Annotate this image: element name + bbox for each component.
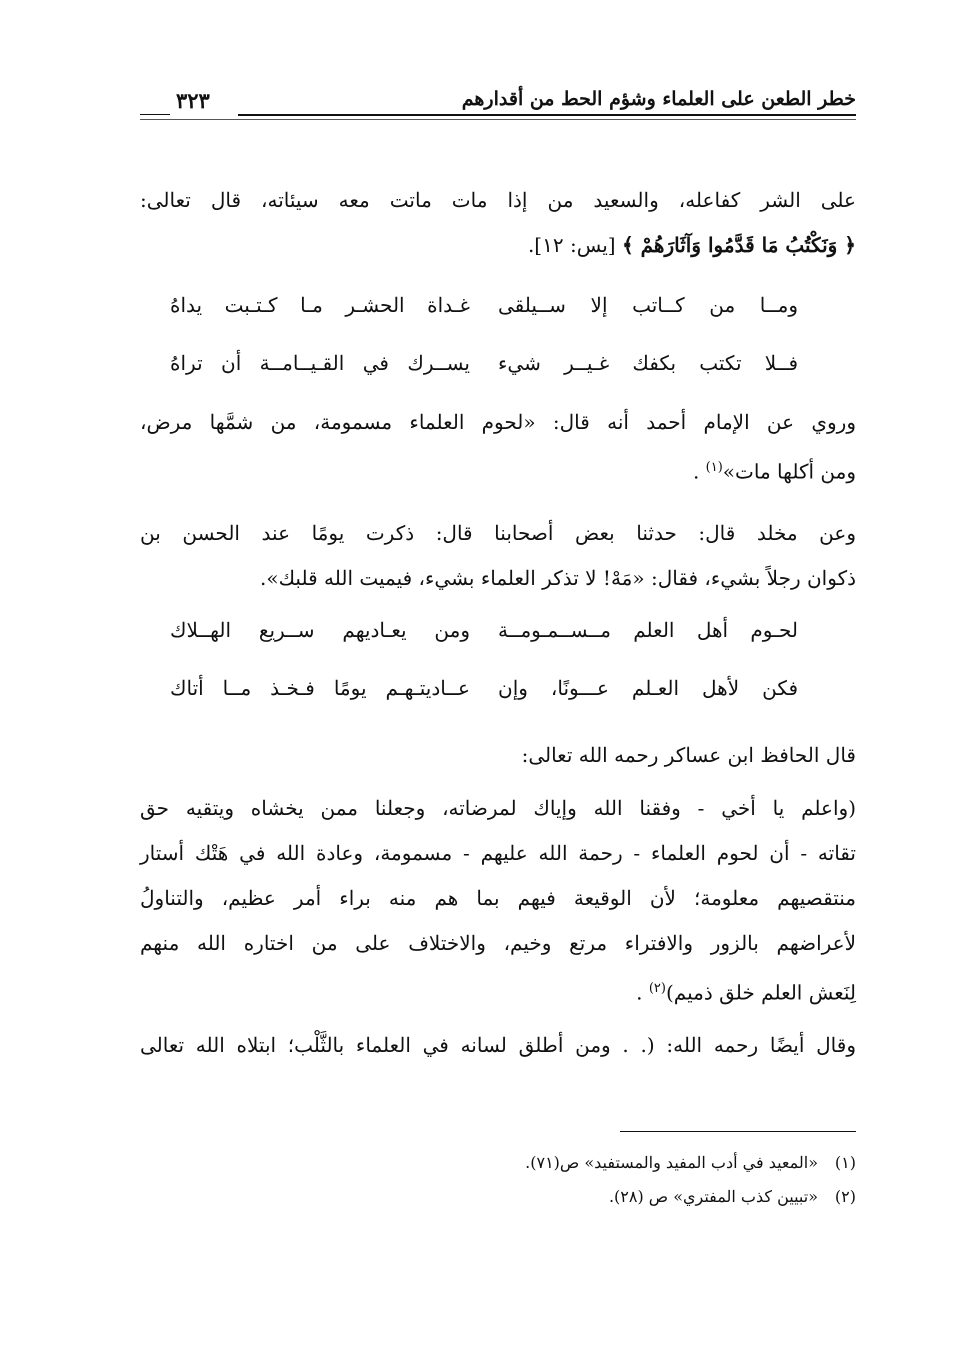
paragraph-3-line-1: وعن مخلد قال: حدثنا بعض أصحابنا قال: ذكرت يومًا عند الحسن بن [140,520,856,545]
paragraph-5-line-5 [140,966,856,1016]
footnotes [140,1146,856,1214]
paragraph-2 [140,400,856,495]
hemistich-right: فــلا تكتب بكفك غـيــر شيء [498,351,798,375]
footnote-1 [140,1146,856,1180]
quran-verse: ﴿ وَنَكْتُبُ مَا قَدَّمُوا وَآثَارَهُمْ ﴾ [621,233,856,257]
paragraph-4 [140,733,856,778]
footnote-ref-1: (١) [705,460,723,475]
paragraph-5 [140,786,856,1016]
footnote-number: (٢) [834,1187,856,1206]
paragraph-5-line-1: (واعلم يا أخي - وفقنا الله وإياك لمرضاته، وجعلنا ممن يخشاه ويتقيه حق [140,795,856,820]
header-rule [238,114,856,116]
paragraph-2-end: . [692,459,700,484]
paragraph-3-line-2: ذكوان رجلاً بشيء، فقال: «مَهْ! لا تذكر العلماء بشيء، فيميت الله قلبك». [259,565,856,590]
paragraph-2-line-2 [140,445,856,495]
paragraph-6 [140,1023,856,1068]
hemistich-left: ومن يعـاديهم ســريع الهــلاك [170,617,470,642]
quran-reference: [يس: ١٢]. [527,233,616,257]
paragraph-4-line-1: قال الحافظ ابن عساكر رحمه الله تعالى: [521,742,856,767]
paragraph-5-line-2: تقاته - أن لحوم العلماء - رحمة الله عليهم - مسمومة، وعادة الله في هَتْك أستار [140,840,856,865]
paragraph-2-line-1: وروي عن الإمام أحمد أنه قال: «لحوم العلماء مسمومة، من شمَّها مرض، [140,410,856,434]
paragraph-3 [140,511,856,601]
hemistich-right: فكن لأهل العـلم عـــونًا، وإن [498,675,798,700]
paragraph-1 [140,178,856,268]
header-rule-under [140,119,856,120]
footnote-number: (١) [834,1153,856,1172]
paragraph-5-line-3: منتقصيهم معلومة؛ لأن الوقيعة فيهم بما هم منه براء أمر عظيم، والتناولُ [140,885,856,910]
page-number: ٣٢٣ [176,88,210,113]
poem-1-line-1 [140,276,856,334]
header-rule-left [140,114,170,115]
paragraph-2-text: ومن أكلها مات» [722,459,856,484]
poem-2-line-2 [140,659,856,717]
running-title: خطر الطعن على العلماء وشؤم الحط من أقدارهم [461,88,856,110]
poem-2 [140,601,856,717]
hemistich-left: عــاديتـهـم يومًا فـخـذ مــا أتاك [170,675,470,700]
footnote-text: «المعيد في أدب المفيد والمستفيد» ص(٧١). [525,1153,818,1172]
page-body [140,178,856,1068]
footnote-ref-2: (٢) [648,980,666,996]
poem-1-line-2 [140,334,856,392]
paragraph-6-line-1: وقال أيضًا رحمه الله: (. . ومن أطلق لسانه في العلماء بالثَّلْب؛ ابتلاه الله تعالى [140,1033,856,1058]
paragraph-5-line-4: لأعراضهم بالزور والافتراء مرتع وخيم، والاختلاف على من اختاره الله منهم [140,930,856,955]
footnote-text: «تبيين كذب المفتري» ص (٢٨). [608,1187,818,1206]
hemistich-left: غـداة الحشـر مـا كـتـبت يداهُ [170,293,470,317]
page-header [140,88,856,128]
paragraph-5-end: . [636,980,643,1005]
poem-1 [140,276,856,392]
hemistich-left: يســرك في القـيــامــة أن تراهُ [170,351,470,375]
poem-2-line-1 [140,601,856,659]
paragraph-5-text: لِنَعش العلم خلق ذميم) [665,980,856,1005]
footnote-2 [140,1180,856,1214]
paragraph-1-line-1: على الشر كفاعله، والسعيد من إذا مات ماتت معه سيئاته، قال تعالى: [140,188,856,212]
hemistich-right: ومــا من كــاتب إلا ســيلقى [498,293,798,317]
hemistich-right: لحـوم أهل العلم مــســمـومــة [498,617,798,642]
paragraph-1-line-2 [140,223,856,268]
footnote-separator [620,1131,856,1132]
